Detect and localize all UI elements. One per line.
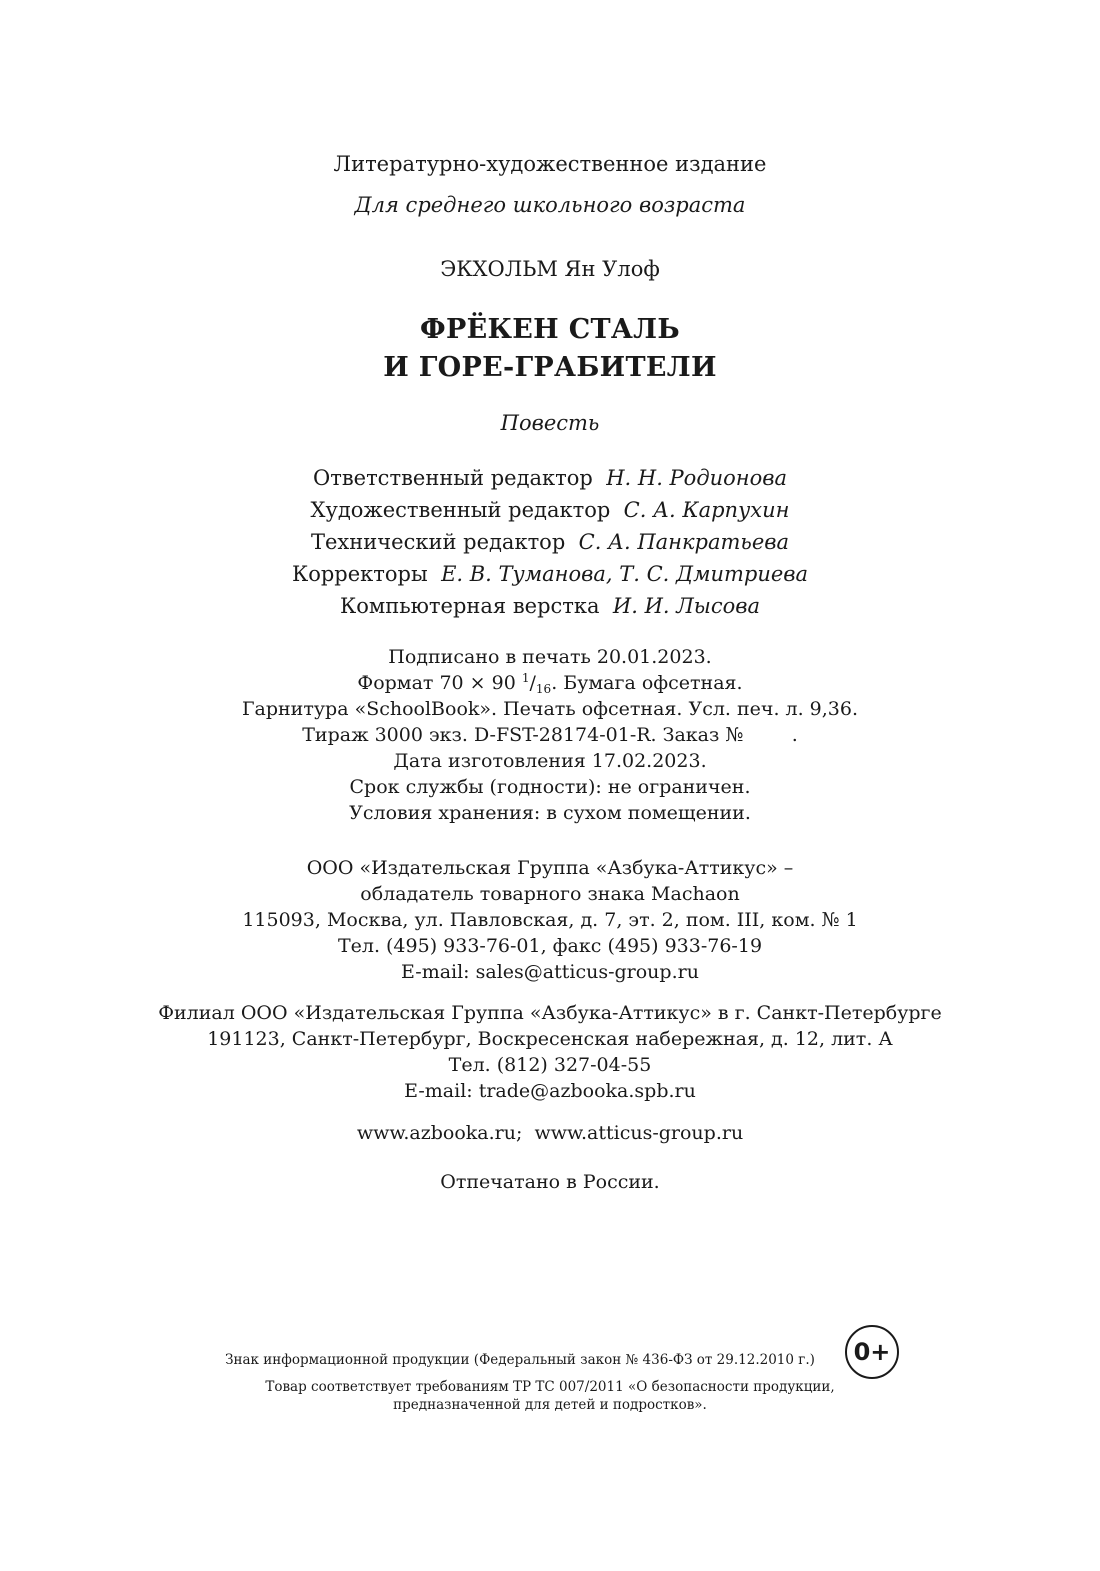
credit-person: С. А. Панкратьева <box>578 530 789 554</box>
subtitle-line: Повесть <box>500 411 600 435</box>
audience-line: Для среднего школьного возраста <box>354 193 746 217</box>
credit-row <box>0 530 1100 554</box>
format-denominator: 16 <box>535 682 552 696</box>
shelf-life: Срок службы (годности): не ограничен. <box>349 776 751 798</box>
format-prefix: Формат 70 × 90 <box>357 672 516 694</box>
branch-email: E-mail: trade@azbooka.spb.ru <box>404 1080 696 1102</box>
genre-line: Литературно-художественное издание <box>333 152 767 176</box>
format-line <box>0 672 1100 694</box>
credit-row <box>0 594 1100 618</box>
title-line-1: ФРЁКЕН СТАЛЬ <box>420 314 680 345</box>
credit-role: Художественный редактор <box>310 498 611 522</box>
signed-date: Подписано в печать 20.01.2023. <box>388 646 712 668</box>
format-slash: / <box>529 672 536 694</box>
credit-person: Е. В. Туманова, Т. С. Дмитриева <box>441 562 809 586</box>
age-rating-badge: 0+ <box>845 1325 899 1379</box>
author-line: ЭКХОЛЬМ Ян Улоф <box>440 257 660 281</box>
branch-address: 191123, Санкт-Петербург, Воскресенская набережная, д. 12, лит. А <box>207 1028 893 1050</box>
branch-phone: Тел. (812) 327-04-55 <box>448 1054 652 1076</box>
format-numerator: 1 <box>521 671 530 685</box>
credit-role: Корректоры <box>291 562 428 586</box>
publisher-address: 115093, Москва, ул. Павловская, д. 7, эт. 2, пом. III, ком. № 1 <box>242 909 858 931</box>
credit-role: Технический редактор <box>310 530 566 554</box>
credit-person: Н. Н. Родионова <box>606 466 788 490</box>
compliance-line-1: Товар соответствует требованиям ТР ТС 007/2011 «О безопасности продукции, <box>265 1379 835 1395</box>
manufacture-date: Дата изготовления 17.02.2023. <box>393 750 707 772</box>
publisher-email: E-mail: sales@atticus-group.ru <box>401 961 699 983</box>
publisher-name: ООО «Издательская Группа «Азбука-Аттикус» – <box>306 857 794 879</box>
credit-row <box>0 466 1100 490</box>
compliance-line-2: предназначенной для детей и подростков». <box>393 1397 707 1413</box>
websites: www.azbooka.ru; www.atticus-group.ru <box>356 1122 744 1144</box>
credit-role: Ответственный редактор <box>312 466 593 490</box>
publisher-trademark: обладатель товарного знака Machaon <box>360 883 740 905</box>
branch-name: Филиал ООО «Издательская Группа «Азбука-Аттикус» в г. Санкт-Петербурге <box>158 1002 942 1024</box>
credit-person: С. А. Карпухин <box>623 498 790 522</box>
storage-conditions: Условия хранения: в сухом помещении. <box>349 802 751 824</box>
title-line-2: И ГОРЕ-ГРАБИТЕЛИ <box>383 352 717 383</box>
publisher-phone: Тел. (495) 933-76-01, факс (495) 933-76-19 <box>337 935 763 957</box>
format-suffix: . Бумага офсетная. <box>551 672 743 694</box>
printed-in: Отпечатано в России. <box>440 1171 660 1193</box>
credit-role: Компьютерная верстка <box>339 594 600 618</box>
credit-row <box>0 498 1100 522</box>
print-run-line: Тираж 3000 экз. D-FST-28174-01-R. Заказ № . <box>302 724 798 746</box>
credit-row <box>0 562 1100 586</box>
info-sign-text: Знак информационной продукции (Федеральный закон № 436-ФЗ от 29.12.2010 г.) <box>225 1352 815 1368</box>
credit-person: И. И. Лысова <box>612 594 761 618</box>
typeface-line: Гарнитура «SchoolBook». Печать офсетная. Усл. печ. л. 9,36. <box>241 698 859 720</box>
